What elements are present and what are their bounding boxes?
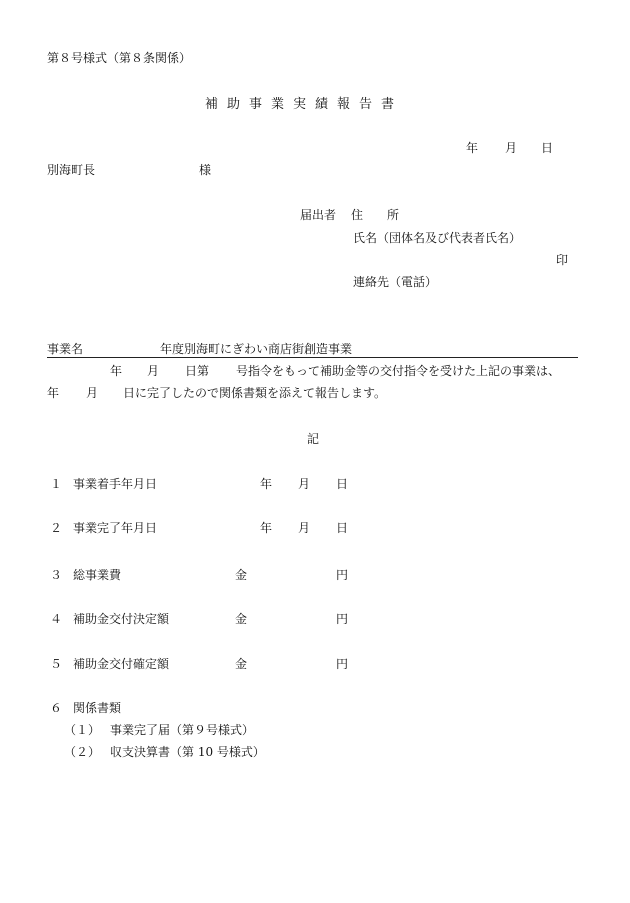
item-kin: 金 — [235, 657, 248, 671]
item-kin: 金 — [235, 612, 248, 626]
item-kin: 金 — [235, 568, 248, 582]
item-number: ５ — [50, 657, 63, 671]
body-year: 年 — [110, 364, 123, 378]
body-month2: 月 — [86, 386, 99, 400]
applicant-label: 届出者 — [300, 208, 337, 222]
date-day: 日 — [541, 141, 554, 155]
item-year: 年 — [260, 477, 273, 491]
ki-label: 記 — [307, 432, 320, 446]
item-label-start-date: 事業着手年月日 — [73, 477, 158, 491]
contact-label: 連絡先（電話） — [353, 275, 438, 289]
addressee-name: 別海町長 — [47, 163, 96, 177]
name-label: 氏名（団体名及び代表者氏名） — [353, 231, 522, 245]
item-label-documents: 関係書類 — [73, 701, 122, 715]
item-number: ３ — [50, 568, 63, 582]
seal-mark: 印 — [556, 253, 569, 267]
item-label-end-date: 事業完了年月日 — [73, 521, 158, 535]
addressee-honorific: 様 — [199, 163, 212, 177]
item-number: ６ — [50, 701, 63, 715]
address-label: 住 所 — [351, 208, 400, 222]
item-year: 年 — [260, 521, 273, 535]
item-label-decided-amount: 補助金交付決定額 — [73, 612, 170, 626]
document-label: 事業完了届（第９号様式） — [110, 723, 255, 737]
item-number: １ — [50, 477, 63, 491]
item-day: 日 — [336, 477, 349, 491]
date-year: 年 — [466, 141, 479, 155]
project-underline — [47, 357, 578, 358]
body-line2-text: 日に完了したので関係書類を添えて報告します。 — [123, 386, 387, 400]
document-number: （１） — [64, 723, 101, 737]
form-number: 第８号様式（第８条関係） — [47, 51, 192, 65]
project-label: 事業名 — [47, 342, 84, 356]
item-label-confirmed-amount: 補助金交付確定額 — [73, 657, 170, 671]
document-title: 補助事業実績報告書 — [205, 97, 404, 112]
item-month: 月 — [298, 477, 311, 491]
body-month: 月 — [147, 364, 160, 378]
document-label: 収支決算書（第 10 号様式） — [110, 745, 265, 759]
date-month: 月 — [505, 141, 518, 155]
body-year2: 年 — [47, 386, 60, 400]
project-name: 年度別海町にぎわい商店街創造事業 — [160, 342, 353, 356]
item-number: ４ — [50, 612, 63, 626]
document-number: （２） — [64, 745, 101, 759]
item-yen: 円 — [336, 657, 349, 671]
body-line1-text: 号指令をもって補助金等の交付指令を受けた上記の事業は、 — [236, 364, 561, 378]
item-day: 日 — [336, 521, 349, 535]
item-yen: 円 — [336, 568, 349, 582]
item-month: 月 — [298, 521, 311, 535]
item-number: ２ — [50, 521, 63, 535]
item-yen: 円 — [336, 612, 349, 626]
item-label-total-cost: 総事業費 — [73, 568, 122, 582]
body-day-no: 日第 — [185, 364, 210, 378]
